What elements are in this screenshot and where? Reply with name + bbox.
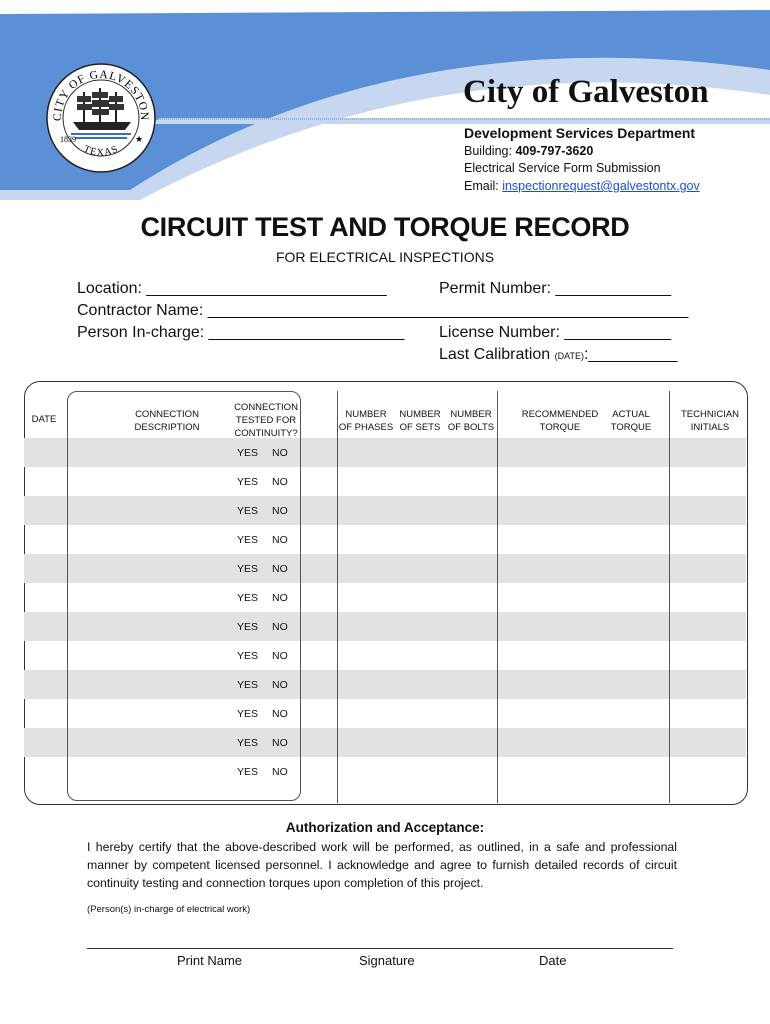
signature-line[interactable] <box>87 948 673 949</box>
form-subtitle: FOR ELECTRICAL INSPECTIONS <box>275 249 495 265</box>
header-recommended-torque: RECOMMENDED TORQUE <box>521 409 599 433</box>
authorization-text: I hereby certify that the above-described work will be performed, as outlined, in a safe and professional manner by competent licensed personnel. I acknowledge and agree to furnish detailed records of circuit continuity testing and connection torques upon completion of this project. <box>87 840 677 890</box>
authorization-note: (Person(s) in-charge of electrical work) <box>87 904 251 915</box>
print-name-label: Print Name <box>177 953 243 968</box>
yes-option[interactable]: YES <box>237 534 259 546</box>
header-tested: CONNECTION TESTED FOR CONTINUITY? <box>234 402 298 439</box>
table-row[interactable] <box>24 641 746 670</box>
yes-option[interactable]: YES <box>237 505 259 517</box>
header-bolts: NUMBER OF BOLTS <box>447 409 495 433</box>
table-row[interactable] <box>24 728 746 757</box>
person-in-charge-field[interactable]: Person In-charge: ______________________ <box>77 324 405 341</box>
no-option[interactable]: NO <box>272 708 288 720</box>
no-option[interactable]: NO <box>272 650 288 662</box>
no-option[interactable]: NO <box>272 447 288 459</box>
yes-option[interactable]: YES <box>237 766 259 778</box>
table-row[interactable] <box>24 496 746 525</box>
yes-option[interactable]: YES <box>237 563 259 575</box>
svg-text:TEXAS: TEXAS <box>81 143 121 159</box>
yes-option[interactable]: YES <box>237 621 259 633</box>
header-technician-initials: TECHNICIAN INITIALS <box>680 409 740 433</box>
svg-text:★: ★ <box>135 134 144 144</box>
table-row[interactable] <box>24 699 746 728</box>
location-field[interactable]: Location: ___________________________ <box>77 280 387 297</box>
org-title: City of Galveston <box>463 74 709 110</box>
signature-label: Signature <box>359 953 415 968</box>
last-calibration-field[interactable]: Last Calibration (DATE):__________ <box>439 346 678 363</box>
table-row[interactable] <box>24 670 746 699</box>
svg-text:CITY OF GALVESTON: CITY OF GALVESTON <box>51 68 151 122</box>
no-option[interactable]: NO <box>272 621 288 633</box>
department-name: Development Services Department <box>464 125 696 141</box>
no-option[interactable]: NO <box>272 592 288 604</box>
date-label: Date <box>539 953 567 968</box>
no-option[interactable]: NO <box>272 476 288 488</box>
no-option[interactable]: NO <box>272 534 288 546</box>
header-date: DATE <box>31 414 57 425</box>
header-actual-torque: ACTUAL TORQUE <box>610 409 652 433</box>
yes-option[interactable]: YES <box>237 447 259 459</box>
no-option[interactable]: NO <box>272 766 288 778</box>
table-row[interactable] <box>24 438 746 467</box>
permit-number-field[interactable]: Permit Number: _____________ <box>439 280 672 297</box>
yes-option[interactable]: YES <box>237 679 259 691</box>
no-option[interactable]: NO <box>272 505 288 517</box>
table-row[interactable] <box>24 612 746 641</box>
license-number-field[interactable]: License Number: ____________ <box>439 324 672 341</box>
yes-option[interactable]: YES <box>237 650 259 662</box>
table-row[interactable] <box>24 757 746 786</box>
authorization-title: Authorization and Acceptance: <box>285 820 485 835</box>
header-description: CONNECTION DESCRIPTION <box>134 409 200 433</box>
header-sets: NUMBER OF SETS <box>399 409 441 433</box>
no-option[interactable]: NO <box>272 737 288 749</box>
table-row[interactable] <box>24 583 746 612</box>
yes-option[interactable]: YES <box>237 476 259 488</box>
building-phone: Building: 409-797-3620 <box>464 144 594 158</box>
email-link[interactable]: inspectionrequest@galvestontx.gov <box>502 179 700 193</box>
no-option[interactable]: NO <box>272 679 288 691</box>
form-title: CIRCUIT TEST AND TORQUE RECORD <box>140 212 630 242</box>
no-option[interactable]: NO <box>272 563 288 575</box>
header-phases: NUMBER OF PHASES <box>338 409 394 433</box>
yes-option[interactable]: YES <box>237 737 259 749</box>
email-line: Email: inspectionrequest@galvestontx.gov <box>464 179 700 193</box>
city-seal <box>45 62 157 174</box>
yes-option[interactable]: YES <box>237 592 259 604</box>
service-line: Electrical Service Form Submission <box>464 161 661 175</box>
table-row[interactable] <box>24 525 746 554</box>
table-row[interactable] <box>24 554 746 583</box>
contractor-name-field[interactable]: Contractor Name: ______________________________________________________ <box>77 302 689 319</box>
table-row[interactable] <box>24 467 746 496</box>
yes-option[interactable]: YES <box>237 708 259 720</box>
svg-text:1839: 1839 <box>60 135 76 144</box>
